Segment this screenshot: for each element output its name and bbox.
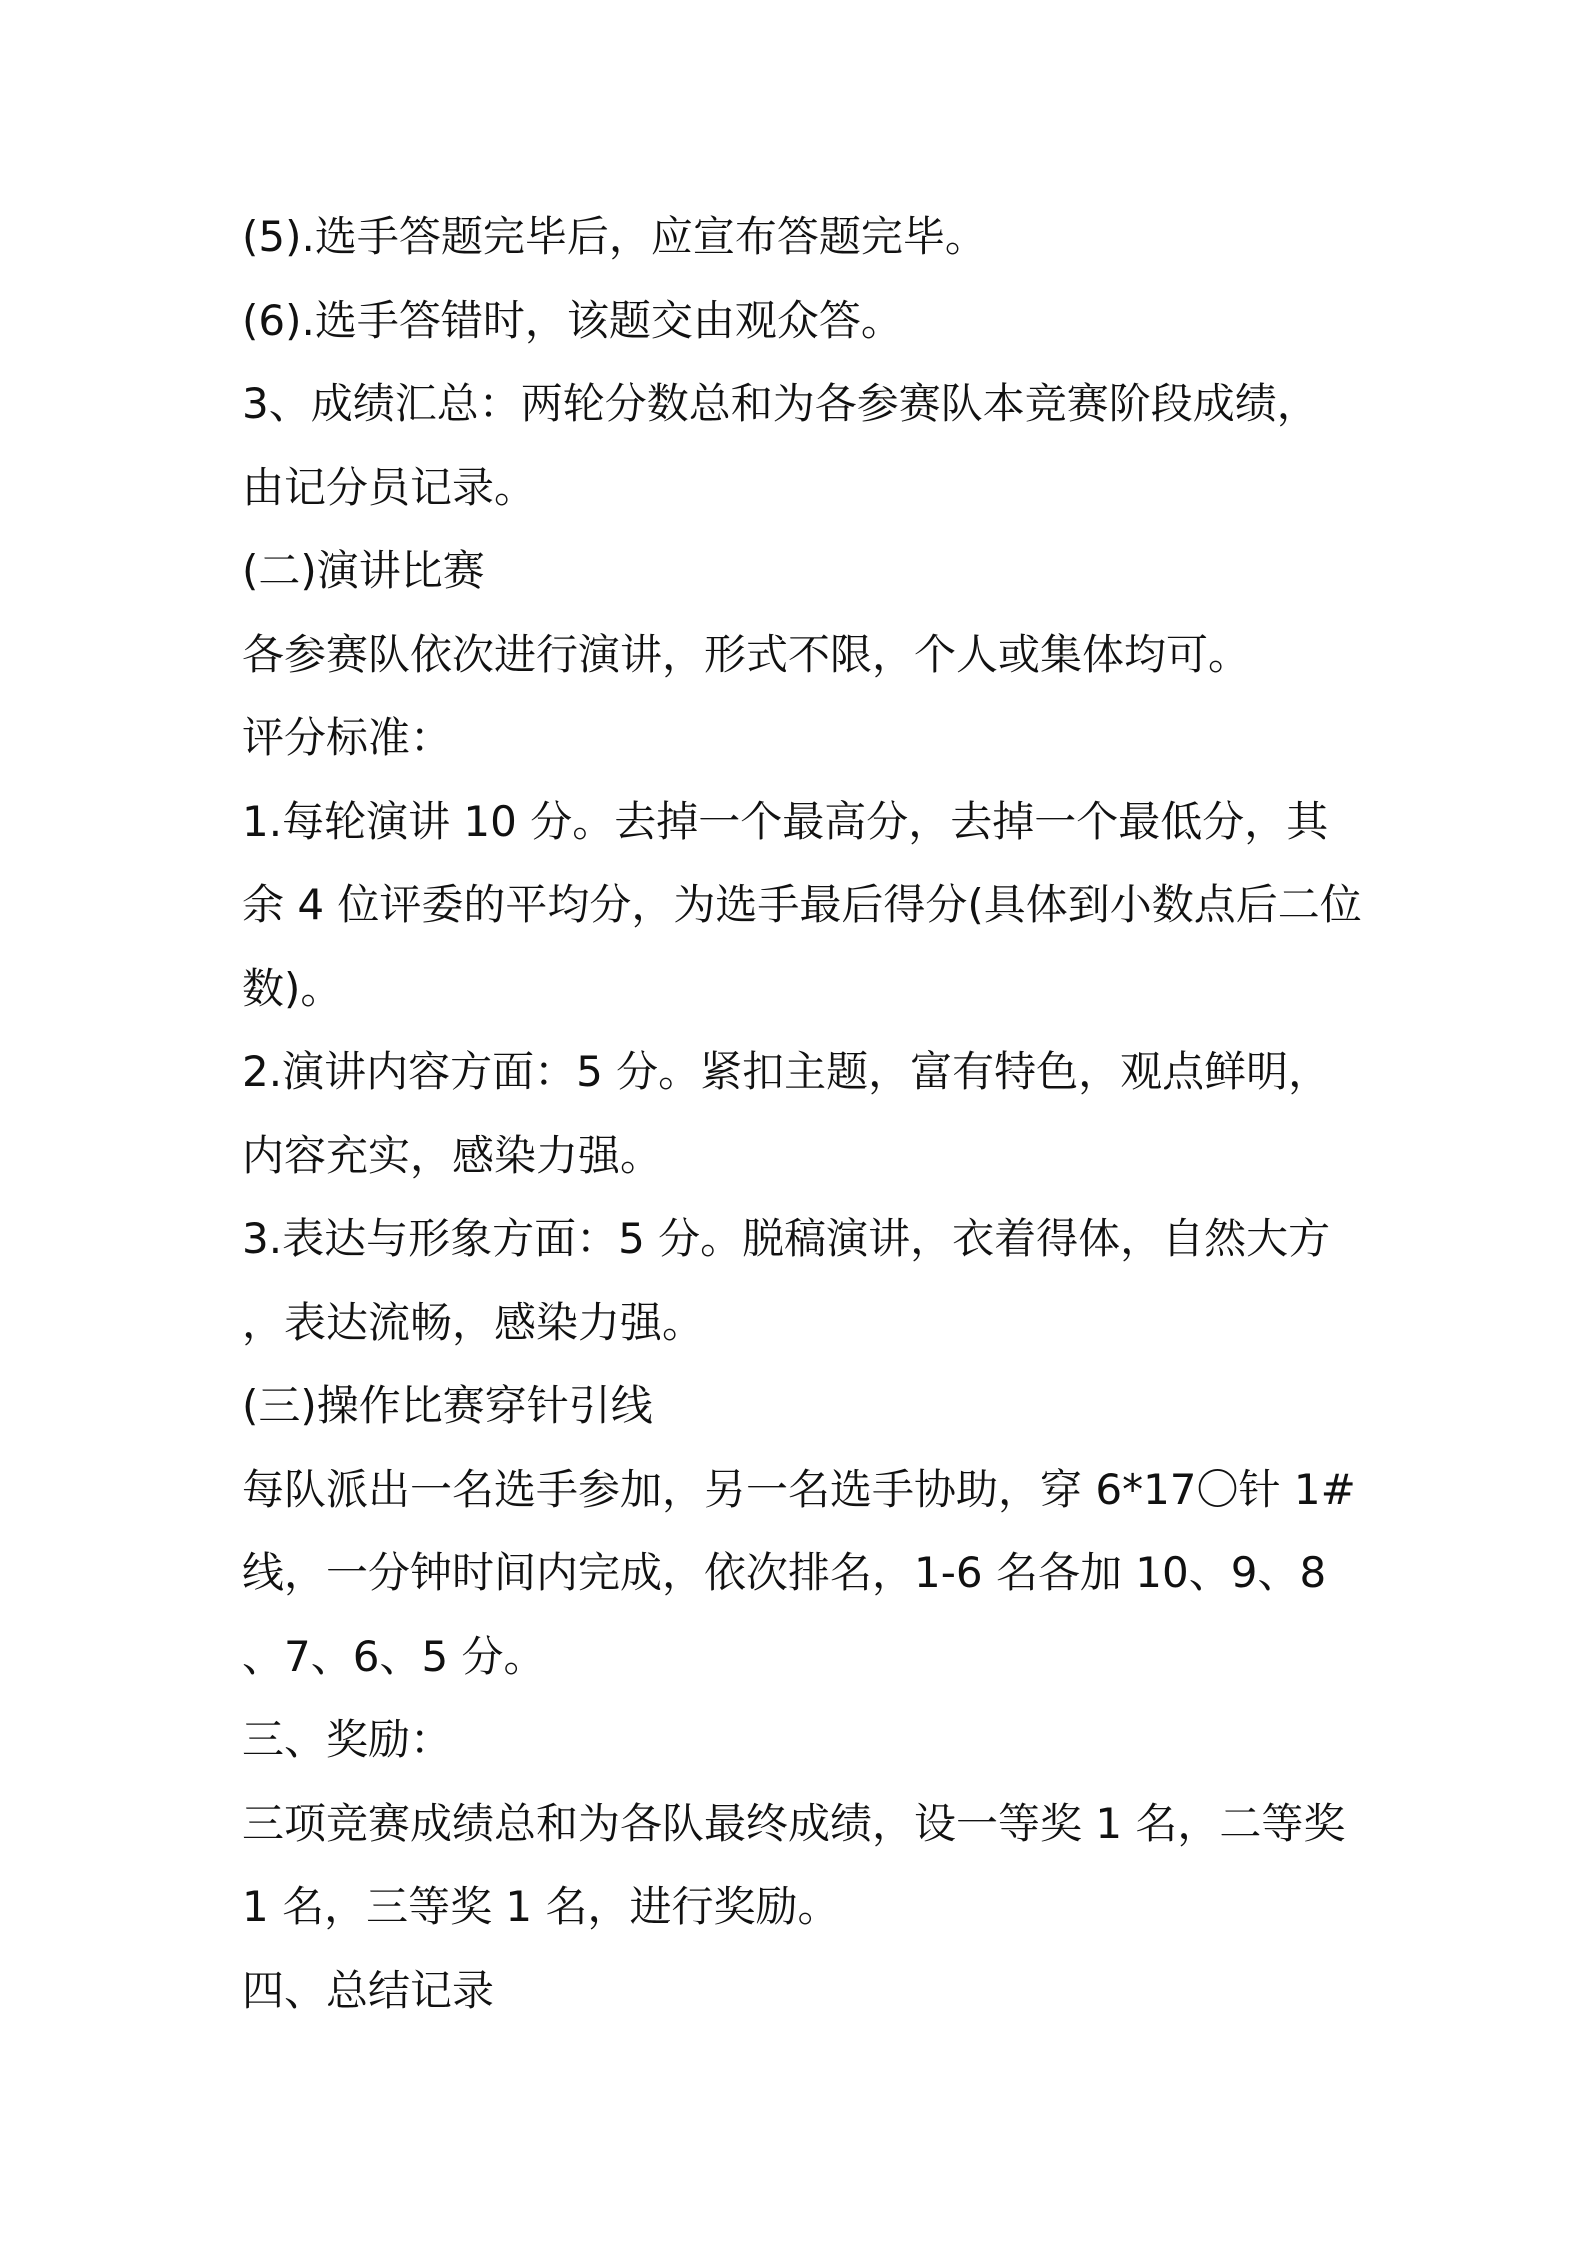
section-heading-awards: 三、奖励： xyxy=(242,1715,453,1764)
operation-description-line-1: 每队派出一名选手参加，另一名选手协助，穿 6*17〇针 1# xyxy=(242,1464,1356,1514)
speech-description: 各参赛队依次进行演讲，形式不限，个人或集体均可。 xyxy=(242,629,1251,679)
scoring-item-1-line-1: 1.每轮演讲 10 分。去掉一个最高分，去掉一个最低分，其 xyxy=(242,796,1329,846)
scoring-item-3-line-2: ，表达流畅，感染力强。 xyxy=(242,1297,705,1347)
score-summary-line-2: 由记分员记录。 xyxy=(242,462,537,512)
score-summary-line-1: 3、成绩汇总：两轮分数总和为各参赛队本竞赛阶段成绩， xyxy=(242,379,1319,428)
document-body xyxy=(242,195,1372,2032)
awards-description-line-1: 三项竞赛成绩总和为各队最终成绩，设一等奖 1 名，二等奖 xyxy=(242,1798,1346,1848)
scoring-standard-heading: 评分标准： xyxy=(242,713,453,762)
section-heading-operation: (三)操作比赛穿针引线 xyxy=(242,1381,653,1430)
scoring-item-2-line-2: 内容充实，感染力强。 xyxy=(242,1130,663,1180)
section-heading-speech: (二)演讲比赛 xyxy=(242,546,485,595)
rule-item-5: (5).选手答题完毕后，应宣布答题完毕。 xyxy=(242,212,987,261)
awards-description-line-2: 1 名，三等奖 1 名，进行奖励。 xyxy=(242,1882,840,1931)
scoring-item-1-line-3: 数)。 xyxy=(242,963,343,1013)
scoring-item-2-line-1: 2.演讲内容方面：5 分。紧扣主题，富有特色，观点鲜明， xyxy=(242,1047,1331,1096)
operation-description-line-3: 、7、6、5 分。 xyxy=(242,1631,546,1681)
scoring-item-1-line-2: 余 4 位评委的平均分，为选手最后得分(具体到小数点后二位 xyxy=(242,880,1362,929)
operation-description-line-2: 线，一分钟时间内完成，依次排名，1-6 名各加 10、9、8 xyxy=(242,1548,1327,1597)
scoring-item-3-line-1: 3.表达与形象方面：5 分。脱稿演讲，衣着得体，自然大方 xyxy=(242,1214,1331,1263)
section-heading-summary: 四、总结记录 xyxy=(242,1965,495,2015)
rule-item-6: (6).选手答错时，该题交由观众答。 xyxy=(242,295,903,345)
